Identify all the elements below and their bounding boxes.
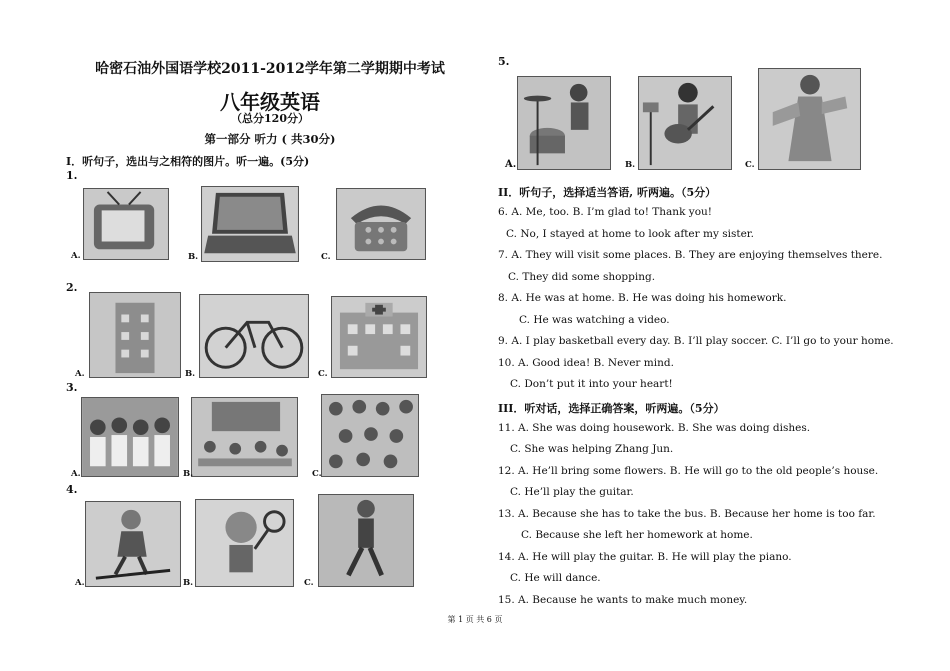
question-9-line: 9. A. I play basketball every day. B. I’ll play soccer. C. I’ll go to your home.: [498, 335, 894, 347]
q5-option-a-label: A.: [505, 159, 517, 170]
question-6-line: 6. A. Me, too. B. I’m glad to! Thank you!: [498, 206, 712, 218]
hotel-building-icon: [89, 292, 181, 378]
q2-option-b-label: B.: [185, 369, 196, 379]
guitarist-icon: [638, 76, 732, 170]
exam-school-title: 哈密石油外国语学校2011-2012学年第二学期期中考试: [95, 61, 445, 77]
dancer-icon: [758, 68, 861, 170]
exam-part-heading: 第一部分 听力 ( 共30分): [204, 132, 336, 146]
telephone-icon: [336, 188, 426, 260]
question-4-number: 4.: [66, 483, 78, 496]
question-10-option-c: C. Don’t put it into your heart!: [510, 378, 673, 390]
question-11-option-c: C. She was helping Zhang Jun.: [510, 443, 674, 455]
question-7-line: 7. A. They will visit some places. B. They are enjoying themselves there.: [498, 249, 883, 261]
section-3-title: III．听对话，选择正确答案，听两遍。（5分）: [498, 402, 725, 415]
exam-subject-title: 八年级英语: [220, 90, 320, 114]
question-12-option-c: C. He’ll play the guitar.: [510, 486, 634, 498]
question-15-line: 15. A. Because he wants to make much money.: [498, 594, 748, 606]
q1-option-a-label: A.: [71, 251, 81, 261]
question-13-line: 13. A. Because she has to take the bus. B. Because her home is too far.: [498, 508, 876, 520]
question-1-number: 1.: [66, 169, 78, 182]
question-14-option-c: C. He will dance.: [510, 572, 601, 584]
question-11-line: 11. A. She was doing housework. B. She was doing dishes.: [498, 422, 811, 434]
bicycle-icon: [199, 294, 309, 378]
q1-option-c-label: C.: [321, 252, 331, 262]
question-12-line: 12. A. He’ll bring some flowers. B. He will go to the old people’s house.: [498, 465, 879, 477]
section-2-title: II．听句子，选择适当答语, 听两遍。（5分）: [498, 186, 717, 199]
question-10-line: 10. A. Good idea! B. Never mind.: [498, 357, 674, 369]
page-number-footer: 第 1 页 共 6 页: [447, 615, 503, 624]
tennis-girl-icon: [195, 499, 294, 587]
question-5-number: 5.: [498, 55, 510, 68]
q2-option-c-label: C.: [318, 369, 328, 379]
crowd-drawing-icon: [321, 394, 419, 477]
q4-option-b-label: B.: [183, 578, 194, 588]
q3-option-a-label: A.: [71, 469, 81, 479]
question-8-option-c: C. He was watching a video.: [519, 314, 670, 326]
laptop-icon: [201, 186, 299, 262]
question-8-line: 8. A. He was at home. B. He was doing his homework.: [498, 292, 787, 304]
drummer-icon: [517, 76, 611, 170]
q4-option-c-label: C.: [304, 578, 314, 588]
question-2-number: 2.: [66, 281, 78, 294]
television-icon: [83, 188, 169, 260]
question-14-line: 14. A. He will play the guitar. B. He will play the piano.: [498, 551, 792, 563]
children-classroom-icon: [191, 397, 298, 477]
question-13-option-c: C. Because she left her homework at home.: [521, 529, 753, 541]
hospital-building-icon: [331, 296, 427, 378]
question-6-option-c: C. No, I stayed at home to look after my sister.: [506, 228, 755, 240]
q5-option-b-label: B.: [625, 160, 636, 170]
question-7-option-c: C. They did some shopping.: [508, 271, 656, 283]
skater-icon: [318, 494, 414, 587]
q4-option-a-label: A.: [75, 578, 85, 588]
section-1-title: I．听句子，选出与之相符的图片。听一遍。(5分): [66, 155, 310, 168]
exam-total-score: （总分120分）: [231, 112, 309, 125]
party-people-icon: [81, 397, 179, 477]
skier-icon: [85, 501, 181, 587]
q3-option-c-label: C.: [312, 469, 322, 479]
q2-option-a-label: A.: [75, 369, 85, 379]
q1-option-b-label: B.: [188, 252, 199, 262]
q5-option-c-label: C.: [745, 160, 755, 170]
q3-option-b-label: B.: [183, 469, 194, 479]
question-3-number: 3.: [66, 381, 78, 394]
